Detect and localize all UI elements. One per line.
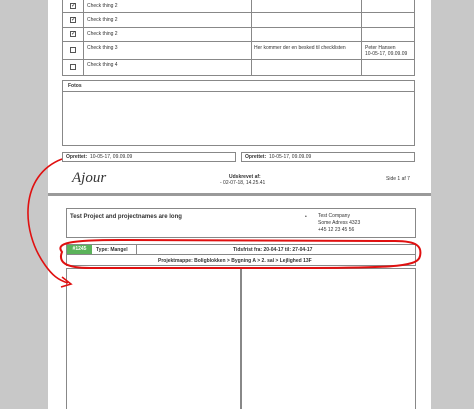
task-deadline: Tidsfrist fra: 20-04-17 til: 27-04-17 xyxy=(233,247,313,253)
task-folder-path: Projektmappe: Boligblokken > Bygning A > 2. sal > Lejlighed 13F xyxy=(158,258,312,264)
created-value: 10-05-17, 09.09.09 xyxy=(90,154,133,160)
created-label: Oprettet: xyxy=(245,154,267,160)
checklist-item-label: Check thing 2 xyxy=(87,17,118,23)
checklist-item-label: Check thing 2 xyxy=(87,31,118,37)
printed-by-value: - 02-07-18, 14.25.41 xyxy=(220,180,266,186)
company-name: Test Company xyxy=(318,213,350,219)
checkbox-checked-icon[interactable]: ✓ xyxy=(71,31,77,37)
company-address: Some Adress 4323 xyxy=(318,220,361,226)
company-phone: +45 12 23 45 56 xyxy=(318,227,355,233)
checklist-item-label: Check thing 4 xyxy=(87,62,118,68)
created-label: Oprettet: xyxy=(66,154,88,160)
fotos-title: Fotos xyxy=(68,83,82,89)
checklist-item-label: Check thing 3 xyxy=(87,45,118,51)
checkbox-checked-icon[interactable]: ✓ xyxy=(71,17,77,23)
project-title: Test Project and projectnames are long xyxy=(70,214,182,220)
task-id-badge: #1245 xyxy=(67,245,92,254)
page-number: Side 1 af 7 xyxy=(386,176,410,182)
task-type: Type: Mangel xyxy=(96,247,128,253)
checklist-item-comment: Her kommer der en besked til checklisten xyxy=(254,45,346,51)
checklist-item-date: 10-05-17, 09.09.09 xyxy=(365,51,408,57)
annotation-curved-arrow-line xyxy=(28,159,68,283)
created-value: 10-05-17, 09.09.09 xyxy=(269,154,312,160)
checklist-item-label: Check thing 2 xyxy=(87,3,118,9)
checkbox-checked-icon[interactable]: ✓ xyxy=(71,3,77,9)
checklist-item-person: Peter Hansen xyxy=(365,45,396,51)
annotation-loop-outline xyxy=(60,240,420,268)
bullet: • xyxy=(305,214,307,220)
printed-by-label: Udskrevet af: xyxy=(229,174,261,180)
ajour-logo: Ajour xyxy=(72,170,107,186)
